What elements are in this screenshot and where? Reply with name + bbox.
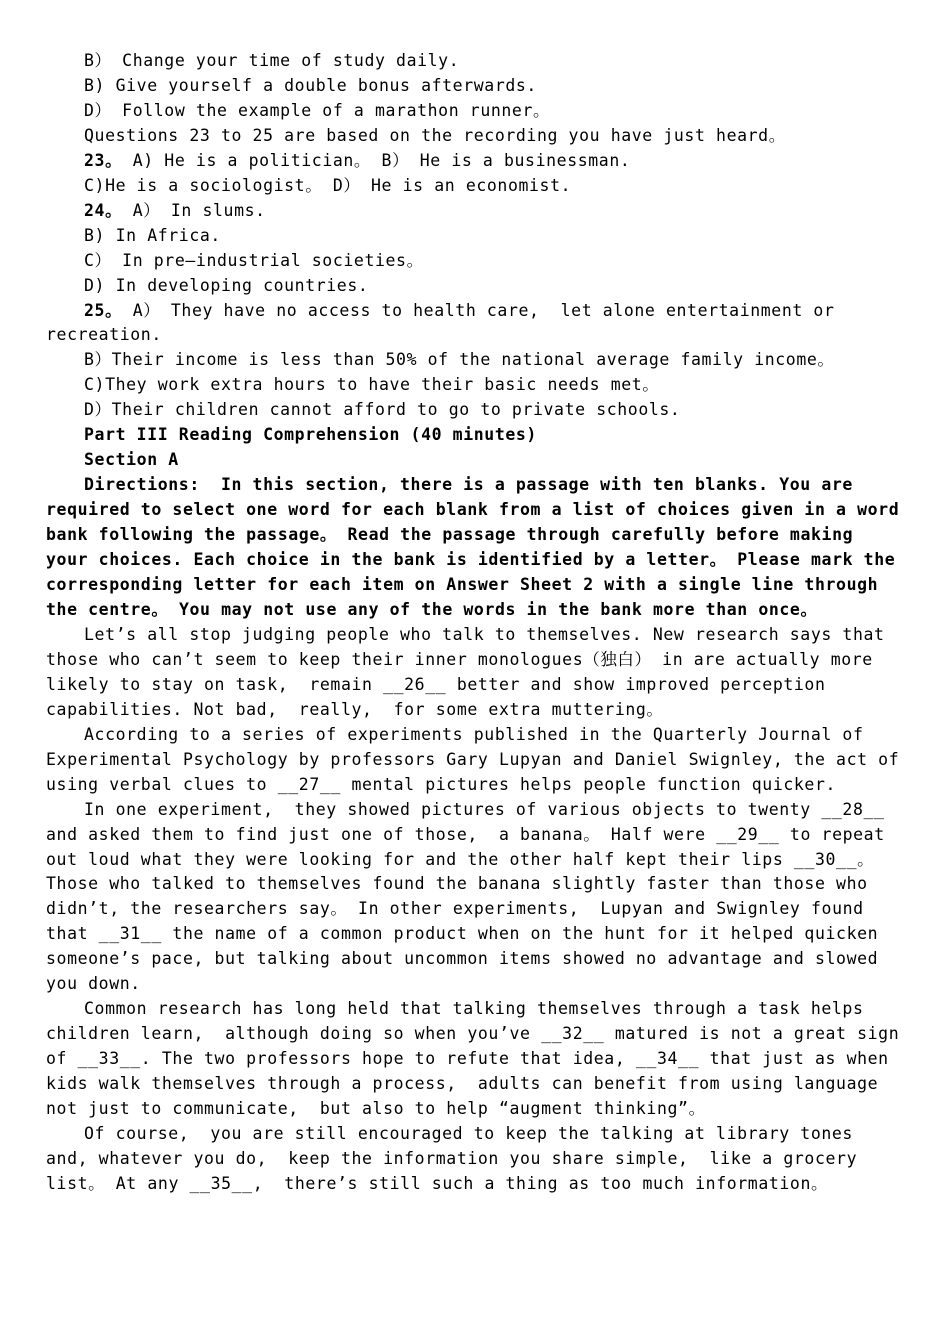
q23-number: 23。 (84, 150, 123, 170)
document-page (46, 49, 910, 1197)
q24-option-d: D) In developing countries. (84, 275, 369, 295)
part3-title: Part III Reading Comprehension (40 minutes) (84, 425, 537, 445)
q24-option-b: B) In Africa. (84, 225, 221, 245)
q25-line1 (46, 299, 902, 349)
passage-paragraph-1: Let’s all stop judging people who talk to themselves. New research says that those who can’t seem to keep their inner monologues（独白） in are actually more likely to stay on task, remain __26__ better and show improved perception capabilities. Not bad, really, for some extra muttering。 (46, 624, 896, 719)
section-a-heading: Section A (84, 450, 179, 470)
q22-option-b1: B） Change your time of study daily. (84, 51, 460, 70)
q24-option-a: A） In slums. (122, 200, 266, 220)
passage-paragraph-5: Of course, you are still encouraged to keep the talking at library tones and, whatever you do, keep the information you share simple, like a grocery list。 At any __35__, there’s still such a thing as too much information。 (46, 1123, 868, 1193)
q23-line1 (46, 149, 902, 174)
passage-paragraph-3: In one experiment, they showed pictures of various objects to twenty __28__ and asked them to find just one of those, a banana。 Half were __29__ to repeat out loud what they were looking for and the other half kept their lips __30__。 Those who talked to themselves found the banana slightly faster than those who didn’t, the researchers say。 In other experiments, Lupyan and Swignley found that __31__ the name of a common product when on the hunt for it helped quicken someone’s pace, but talking about uncommon items showed no advantage and slowed you down. (46, 799, 896, 994)
q25-option-a: A） They have no access to health care, let alone entertainment or recreation. (46, 300, 846, 345)
q24-option-c: C） In pre—industrial societies。 (84, 250, 424, 270)
q25-option-c: C)They work extra hours to have their basic needs met。 (84, 375, 660, 395)
passage-paragraph-2: According to a series of experiments published in the Quarterly Journal of Experimental Psychology by professors Gary Lupyan and Daniel Swignley, the act of using verbal clues to __27__ mental pictures helps people function quicker. (46, 724, 910, 794)
q22-option-d: D） Follow the example of a marathon runner。 (84, 100, 551, 120)
q25-number: 25。 (84, 300, 123, 320)
directions: Directions: In this section, there is a passage with ten blanks. You are required to select one word for each blank from a list of choices given in a word bank following the passage。 Read the passage through carefully before making your choices. Each choice in the bank is identified by a letter。 Please mark the corresponding letter for each item on Answer Sheet 2 with a single line through the centre。 You may not use any of the words in the bank more than once。 (46, 475, 910, 619)
passage-paragraph-4: Common research has long held that talking themselves through a task helps children learn, although doing so when you’ve __32__ matured is not a great sign of __33__. The two professors hope to refute that idea, __34__ that just as when kids walk themselves through a process, adults can benefit from using language not just to communicate, but also to help “augment thinking”。 (46, 999, 910, 1119)
q25-option-d: D）Their children cannot afford to go to private schools. (84, 400, 681, 420)
q23-options-ab: A) He is a politician。 B） He is a businessman. (122, 150, 631, 170)
q24-number: 24。 (84, 200, 123, 220)
q25-option-b: B）Their income is less than 50% of the national average family income。 (84, 350, 835, 370)
q23-options-cd: C)He is a sociologist。 D） He is an economist. (84, 175, 572, 195)
q24-line1 (46, 199, 902, 224)
questions-intro: Questions 23 to 25 are based on the recording you have just heard。 (84, 125, 786, 145)
q22-option-b2: B) Give yourself a double bonus afterwards. (84, 75, 537, 95)
